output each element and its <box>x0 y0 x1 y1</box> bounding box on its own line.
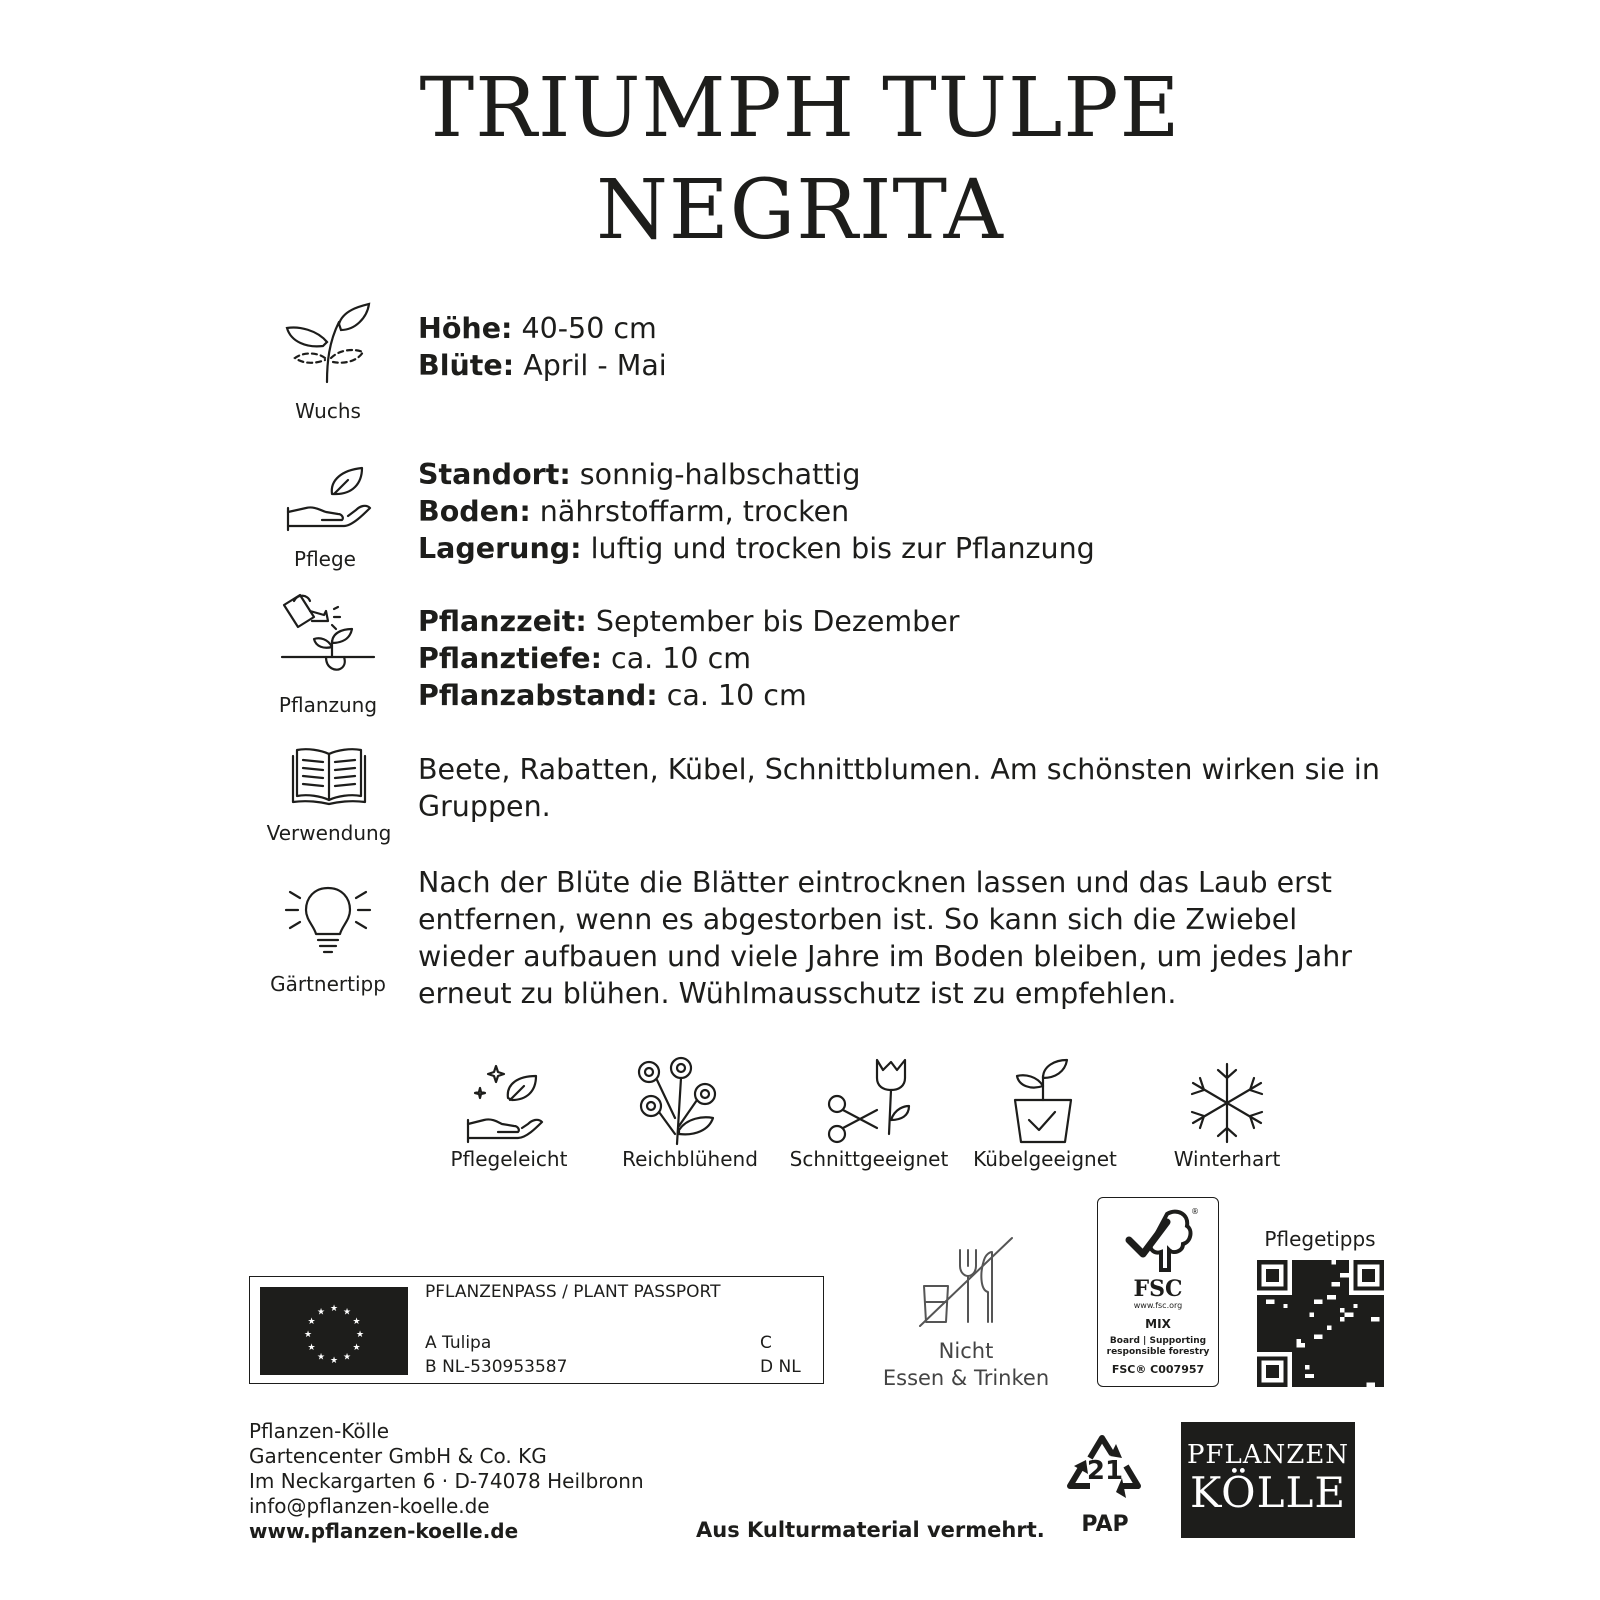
svg-text:★: ★ <box>355 1330 365 1340</box>
fsc-mix: MIX <box>1145 1317 1171 1331</box>
title-line-1: TRIUMPH TULPE <box>419 61 1181 156</box>
svg-text:★: ★ <box>342 1352 352 1363</box>
fsc-line-1: Board | Supporting <box>1109 1336 1207 1346</box>
svg-text:★: ★ <box>329 1356 339 1366</box>
scissors-tulip-icon <box>825 1058 911 1144</box>
plant-passport <box>249 1276 824 1384</box>
feature-schnittgeeignet-label: Schnittgeeignet <box>789 1147 949 1171</box>
svg-text:★: ★ <box>352 1317 361 1327</box>
website-link[interactable]: www.pflanzen-koelle.de <box>249 1519 519 1543</box>
boden-row: Boden: nährstoffarm, trocken <box>418 495 850 528</box>
light-bulb-icon <box>284 882 372 960</box>
pflege-caption: Pflege <box>294 547 356 571</box>
book-icon <box>291 746 367 806</box>
tipp-line: wieder aufbauen und viele Jahre im Boden bleiben, um jedes Jahr <box>418 940 1352 973</box>
svg-text:★: ★ <box>316 1307 326 1318</box>
svg-text:★: ★ <box>329 1304 339 1314</box>
passport-b: B NL-530953587 <box>425 1357 568 1377</box>
snowflake-icon <box>1186 1062 1268 1144</box>
qr-code[interactable] <box>1257 1260 1384 1387</box>
verwendung-line: Beete, Rabatten, Kübel, Schnittblumen. Am schönsten wirken sie in <box>418 753 1380 786</box>
brand-line-2: KÖLLE <box>1189 1468 1347 1517</box>
eu-flag-icon <box>260 1287 408 1375</box>
passport-a: A Tulipa <box>425 1333 492 1353</box>
fsc-tree-icon <box>1121 1206 1199 1278</box>
qr-caption: Pflegetipps <box>1264 1227 1376 1251</box>
feature-reichbluehend-label: Reichblühend <box>622 1147 758 1171</box>
not-edible-line-2: Essen & Trinken <box>882 1366 1050 1390</box>
hand-leaf-icon <box>286 464 376 534</box>
verwendung-caption: Verwendung <box>266 821 392 845</box>
passport-c: C <box>760 1333 772 1353</box>
feature-kuebelgeeignet-label: Kübelgeeignet <box>973 1147 1117 1171</box>
svg-text:®: ® <box>1191 1207 1199 1216</box>
culture-note: Aus Kulturmaterial vermehrt. <box>696 1518 1045 1542</box>
pflanzung-caption: Pflanzung <box>278 693 378 717</box>
fsc-label <box>1097 1197 1219 1387</box>
brand-logo <box>1181 1422 1355 1538</box>
hand-leaf-sparkle-icon <box>466 1062 546 1144</box>
svg-text:★: ★ <box>307 1317 316 1327</box>
pflanztiefe-row: Pflanztiefe: ca. 10 cm <box>418 642 752 675</box>
tipp-line: Nach der Blüte die Blätter eintrocknen lassen und das Laub erst <box>418 866 1332 899</box>
tipp-line: erneut zu blühen. Wühlmausschutz ist zu empfehlen. <box>418 977 1177 1010</box>
address-line-2: Gartencenter GmbH & Co. KG <box>249 1444 547 1468</box>
svg-text:★: ★ <box>316 1352 326 1363</box>
address-line-3: Im Neckargarten 6 · D-74078 Heilbronn <box>249 1469 644 1493</box>
gaertnertipp-caption: Gärtnertipp <box>270 972 386 996</box>
address-line-1: Pflanzen-Kölle <box>249 1419 390 1443</box>
svg-text:★: ★ <box>303 1330 313 1340</box>
lagerung-row: Lagerung: luftig und trocken bis zur Pflanzung <box>418 532 1095 565</box>
passport-header: PFLANZENPASS / PLANT PASSPORT <box>425 1282 721 1302</box>
no-food-drink-icon <box>918 1236 1014 1328</box>
fsc-url: www.fsc.org <box>1133 1301 1183 1310</box>
svg-text:★: ★ <box>352 1343 361 1353</box>
standort-row: Standort: sonnig-halbschattig <box>418 458 861 491</box>
sprout-icon <box>283 302 373 384</box>
watering-can-sprout-icon <box>280 593 376 679</box>
recycling-number: 21 <box>1086 1456 1124 1486</box>
brand-line-1: PFLANZEN <box>1186 1440 1350 1470</box>
feature-pflegeleicht-label: Pflegeleicht <box>450 1147 568 1171</box>
hoehe-row: Höhe: 40-50 cm <box>418 312 657 345</box>
verwendung-info <box>418 751 1380 825</box>
svg-text:★: ★ <box>307 1343 316 1353</box>
fsc-line-2: responsible forestry <box>1106 1347 1210 1357</box>
recycling-code: PAP <box>1081 1512 1129 1537</box>
passport-d: D NL <box>760 1357 801 1377</box>
tipp-line: entfernen, wenn es abgestorben ist. So kann sich die Zwiebel <box>418 903 1298 936</box>
pflanzung-info <box>418 603 960 714</box>
wuchs-caption: Wuchs <box>295 399 361 423</box>
verwendung-line: Gruppen. <box>418 790 551 823</box>
pflanzzeit-row: Pflanzzeit: September bis Dezember <box>418 605 960 638</box>
pflanzabstand-row: Pflanzabstand: ca. 10 cm <box>418 679 807 712</box>
email-link[interactable]: info@pflanzen-koelle.de <box>249 1494 490 1518</box>
svg-text:★: ★ <box>342 1307 352 1318</box>
wuchs-info <box>418 310 667 384</box>
pflege-info <box>418 456 1095 567</box>
not-edible-line-1: Nicht <box>938 1339 994 1363</box>
fsc-code: FSC® C007957 <box>1111 1363 1205 1376</box>
fsc-name: FSC <box>1133 1276 1183 1302</box>
bluete-row: Blüte: April - Mai <box>418 349 667 382</box>
feature-winterhart-label: Winterhart <box>1173 1147 1281 1171</box>
gaertnertipp-info <box>418 864 1352 1012</box>
title-line-2: NEGRITA <box>596 163 1004 258</box>
pot-plant-icon <box>1009 1058 1073 1144</box>
flowers-icon <box>637 1056 719 1146</box>
